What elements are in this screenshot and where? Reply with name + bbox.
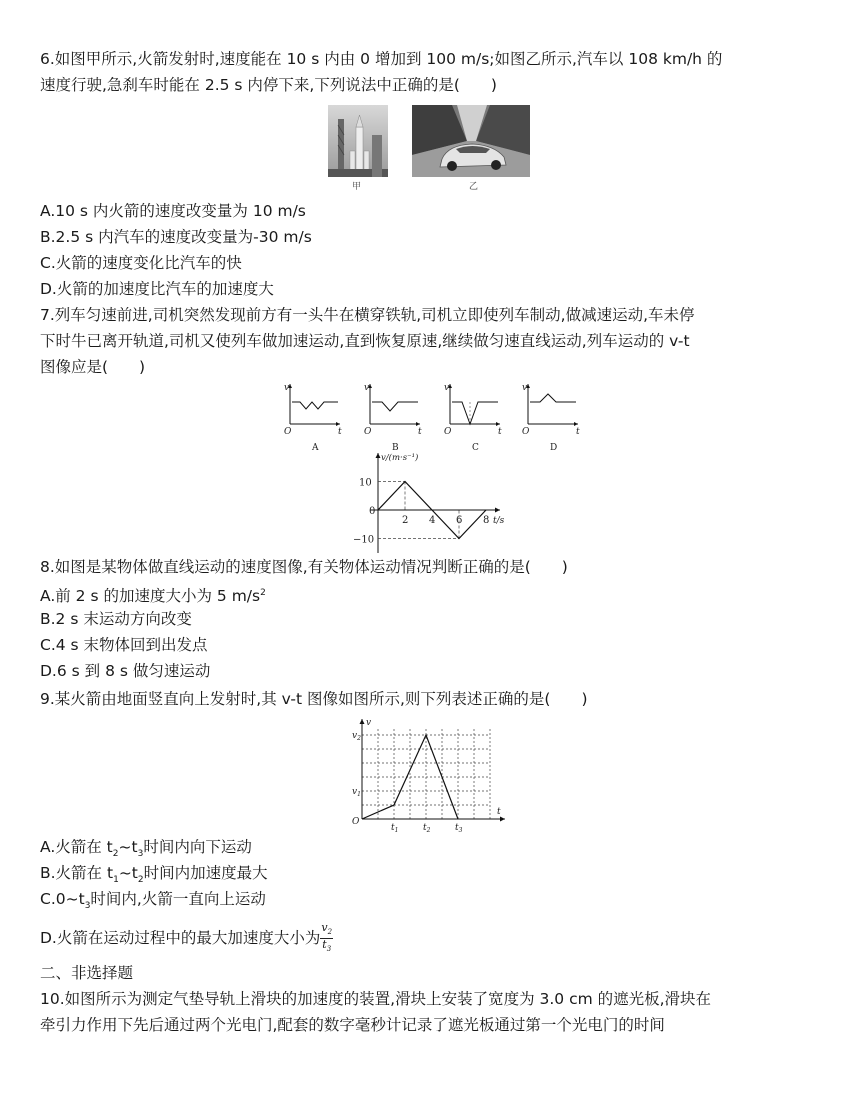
q7-origin: O [364, 427, 372, 437]
q8-question: 8.如图是某物体做直线运动的速度图像,有关物体运动情况判断正确的是( ) [40, 558, 568, 576]
q9-vt-graph [345, 715, 515, 834]
q7-axis-t: t [576, 427, 580, 437]
q9-option-c: $C.0\sim t_3$时间内,火箭一直向上运动 [40, 890, 266, 912]
q10-line2: 牵引力作用下先后通过两个光电门,配套的数字毫秒计记录了遮光板通过第一个光电门的时间 [40, 1016, 665, 1034]
q7-origin: O [444, 427, 452, 437]
q9-origin-label: O [352, 817, 360, 827]
q7-graph-label: B [392, 443, 399, 453]
q8-option-d: D.6 s 到 8 s 做匀速运动 [40, 662, 211, 680]
q7-origin: O [522, 427, 530, 437]
q7-axis-t: t [498, 427, 502, 437]
q7-graph-options [280, 378, 580, 456]
q7-graph-label: A [312, 443, 319, 453]
q6-option-b: B.2.5 s 内汽车的速度改变量为-30 m/s [40, 228, 312, 246]
q8-ytick: −10 [353, 534, 375, 546]
q9-v2-label: $v_2$ [352, 731, 361, 742]
q7-line2: 下时牛已离开轨道,司机又使列车做加速运动,直到恢复原速,继续做匀速直线运动,列车运动的 v-t [40, 332, 690, 350]
q8-xtick: 2 [402, 515, 409, 526]
q9-question: 9.某火箭由地面竖直向上发射时,其 v-t 图像如图所示,则下列表述正确的是( ) [40, 690, 588, 708]
q7-origin: O [284, 427, 292, 437]
q8-ytick: 10 [359, 477, 372, 489]
q7-axis-v: v [284, 383, 290, 393]
q8-option-b: B.2 s 末运动方向改变 [40, 610, 192, 628]
section-title: 二、非选择题 [40, 964, 134, 982]
q8-ylabel: v/(m·s⁻¹) [381, 453, 419, 463]
q7-graph-label: D [550, 443, 558, 453]
q9-t2-label: $t_2$ [423, 823, 431, 834]
q7-axis-t: t [418, 427, 422, 437]
car-photo [412, 105, 530, 177]
q8-option-c: C.4 s 末物体回到出发点 [40, 636, 208, 654]
q9-option-b: B.火箭在 $t_1\sim t_2$时间内加速度最大 [40, 864, 268, 886]
q10-line1: 10.如图所示为测定气垫导轨上滑块的加速度的装置,滑块上安装了宽度为 3.0 cm 的遮光板,滑块在 [40, 990, 712, 1008]
q7-axis-v: v [522, 383, 528, 393]
q6-option-c: C.火箭的速度变化比汽车的快 [40, 254, 242, 272]
q6-line2: 速度行驶,急刹车时能在 2.5 s 内停下来,下列说法中正确的是( ) [40, 76, 497, 94]
q8-xtick: 4 [429, 515, 436, 526]
q7-graph-a [284, 383, 342, 453]
q9-option-a: A.火箭在 $t_2\sim t_3$时间内向下运动 [40, 838, 252, 860]
q7-graph-label: C [472, 443, 479, 453]
q6-option-a: A.10 s 内火箭的速度改变量为 10 m/s [40, 202, 306, 220]
q7-axis-v: v [444, 383, 450, 393]
q6-line1: 6.如图甲所示,火箭发射时,速度能在 10 s 内由 0 增加到 100 m/s;如图乙所示,汽车以 108 km/h 的 [40, 50, 723, 68]
q9-axis-v-label: v [366, 718, 372, 728]
q7-graph-d [522, 383, 580, 453]
q7-graph-c [444, 383, 502, 453]
q7-axis-v: v [364, 383, 370, 393]
rocket-photo [328, 105, 388, 177]
q8-origin: 0 [369, 506, 376, 517]
q9-t3-label: $t_3$ [455, 823, 463, 834]
q9-axis-t-label: t [497, 807, 501, 817]
fraction-v2-over-t3: $\frac{v_2}{t_3}$ [321, 921, 333, 954]
q7-line1: 7.列车匀速前进,司机突然发现前方有一头牛在横穿铁轨,司机立即使列车制动,做减速运动,车未停 [40, 306, 695, 324]
q8-xtick: 6 [456, 515, 463, 526]
q7-line3: 图像应是( ) [40, 358, 146, 376]
q7-axis-t: t [338, 427, 342, 437]
q6-option-d: D.火箭的加速度比汽车的加速度大 [40, 280, 274, 298]
caption-yi: 乙 [469, 182, 479, 192]
caption-jia: 甲 [352, 182, 362, 192]
q8-xtick: 8 [483, 515, 490, 526]
q9-t1-label: $t_1$ [391, 823, 399, 834]
q9-v1-label: $v_1$ [352, 787, 361, 798]
q9-option-d: D.火箭在运动过程中的最大加速度大小为 $\frac{v_2}{t_3}$ [40, 921, 333, 954]
q8-xlabel: t/s [493, 516, 505, 526]
q8-option-a: A.前 2 s 的加速度大小为 5 $m/s^2$ [40, 587, 266, 606]
q7-graph-b [364, 383, 422, 453]
q8-vt-graph [350, 448, 520, 558]
